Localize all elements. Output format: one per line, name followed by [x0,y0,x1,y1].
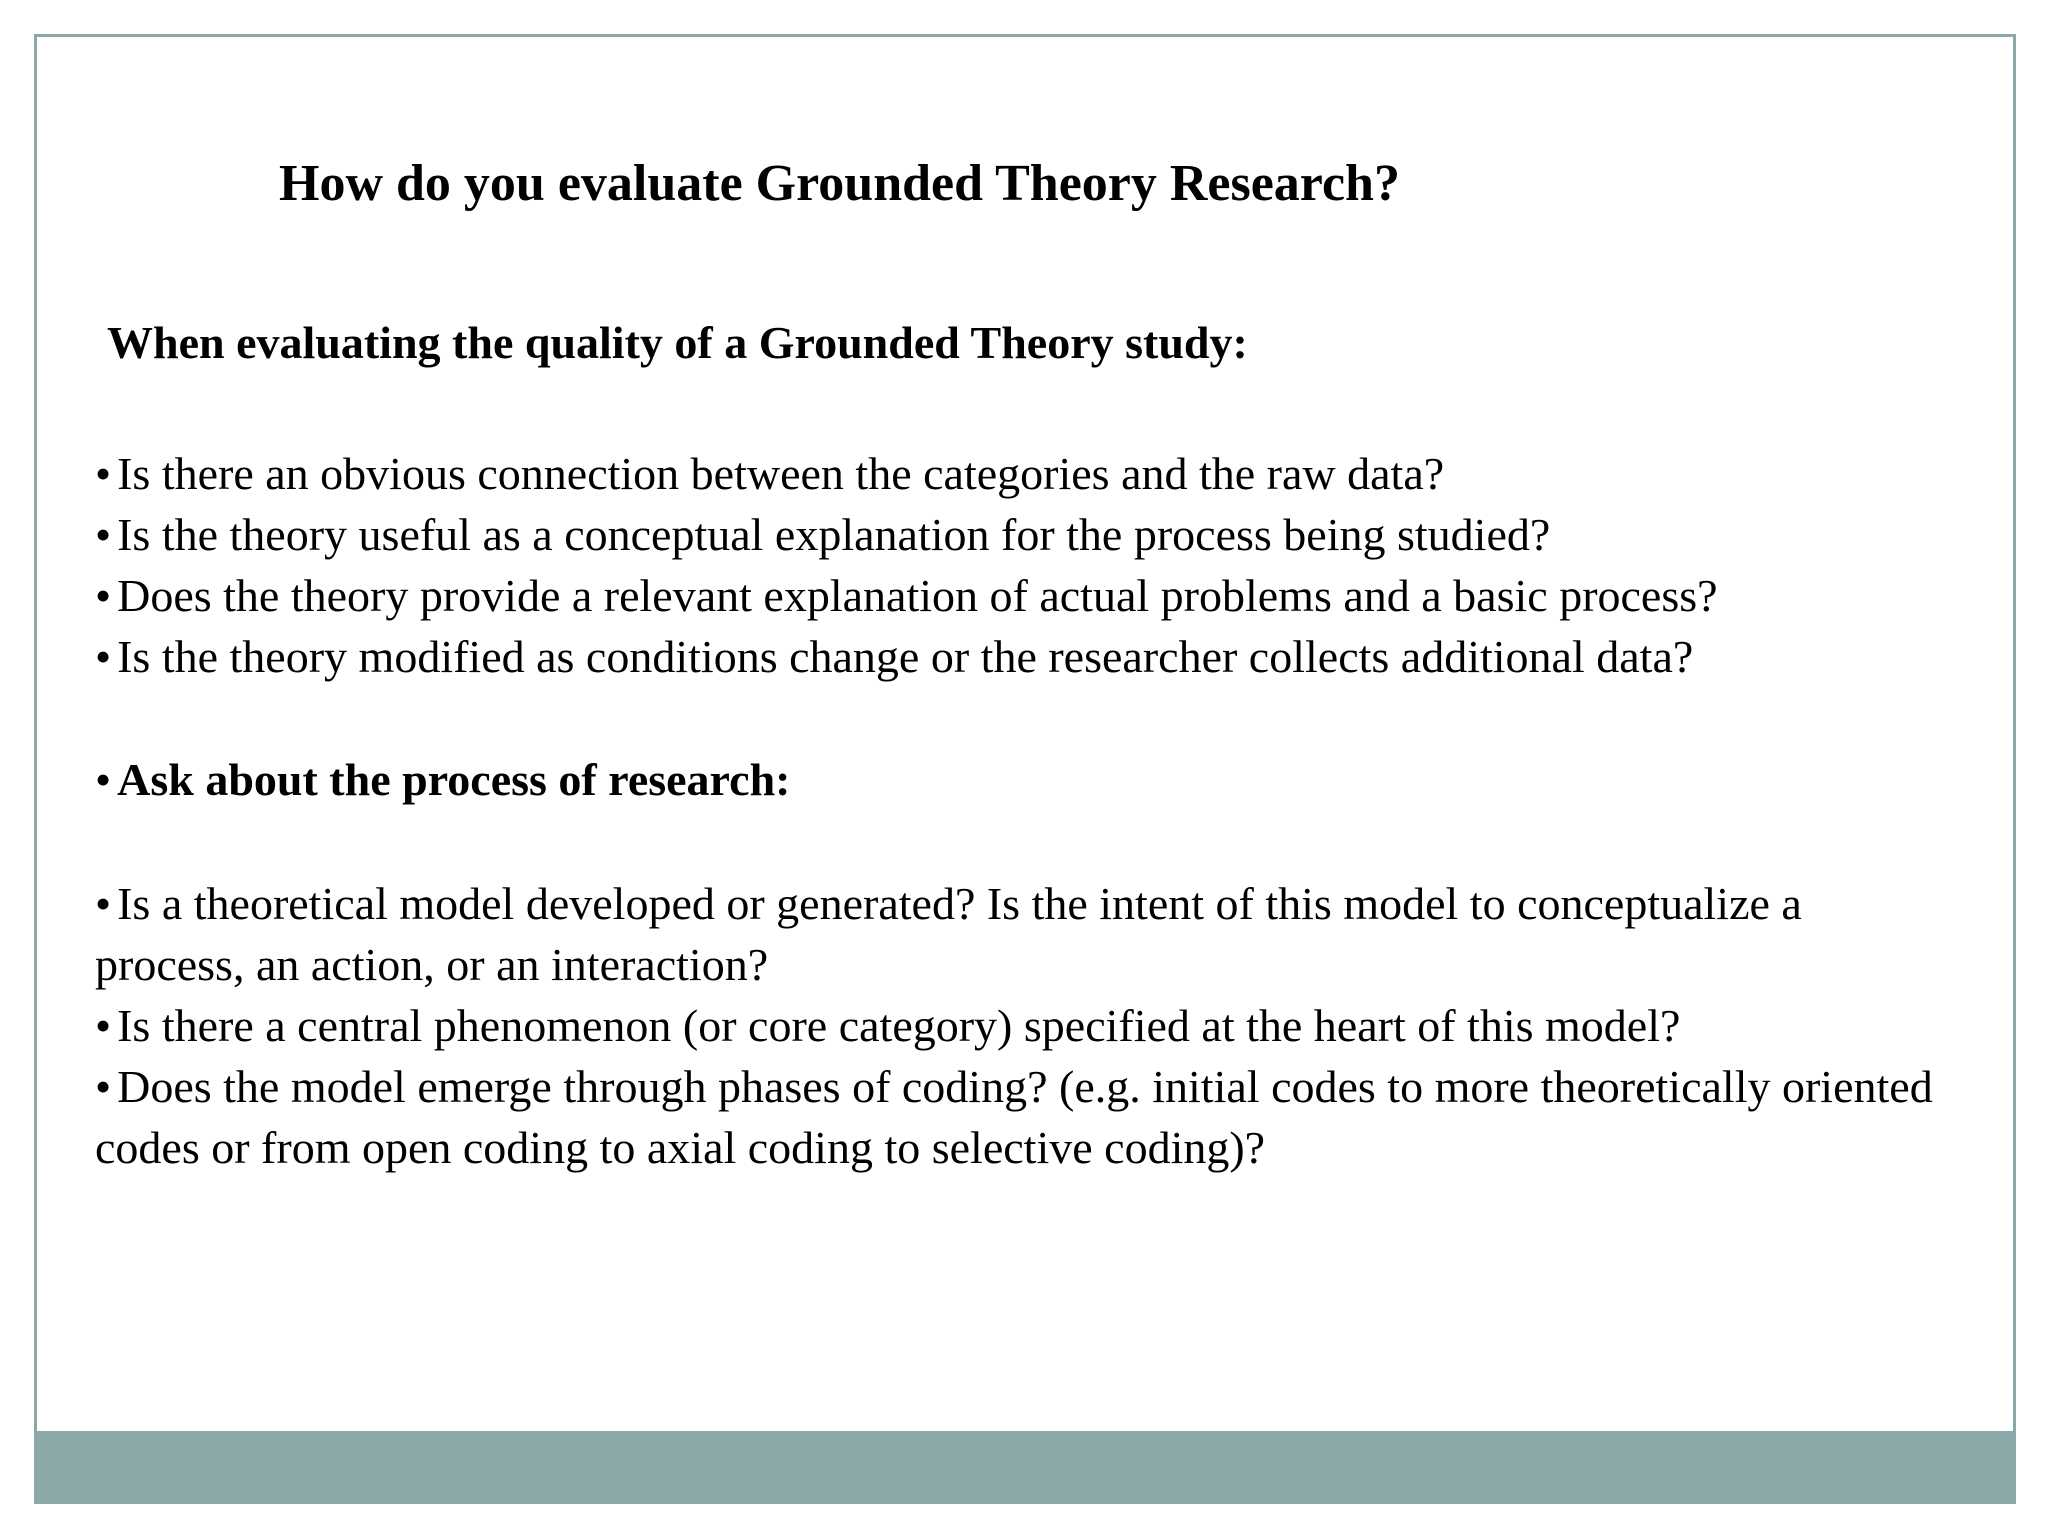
slide-subtitle: When evaluating the quality of a Grounded Theory study: [107,317,1248,368]
process-heading [95,749,790,810]
footer-bar [37,1431,2013,1501]
quality-question-list [95,443,1718,687]
list-item [95,1056,1955,1178]
slide-title: How do you evaluate Grounded Theory Research? [279,155,1400,212]
list-item [95,443,1718,504]
bullet-glyph: • [95,1000,112,1051]
bullet-glyph: • [95,509,112,560]
process-question-list [95,873,1955,1178]
list-item-text: Does the theory provide a relevant explanation of actual problems and a basic process? [117,570,1718,621]
list-item [95,873,1955,995]
list-item-text: Is the theory useful as a conceptual explanation for the process being studied? [117,509,1551,560]
list-item [95,565,1718,626]
bullet-glyph: • [95,631,112,682]
bullet-glyph: • [95,448,112,499]
slide [34,34,2016,1504]
list-item-text: Is there a central phenomenon (or core category) specified at the heart of this model? [117,1000,1681,1051]
bullet-glyph: • [95,1061,112,1112]
bullet-glyph: • [95,754,112,805]
list-item-text: Is there an obvious connection between the categories and the raw data? [117,448,1445,499]
list-item [95,995,1955,1056]
bullet-glyph: • [95,570,112,621]
list-item-text: Is a theoretical model developed or generated? Is the intent of this model to conceptualize a process, an action, or an interaction? [95,878,1802,990]
list-item-text: Does the model emerge through phases of coding? (e.g. initial codes to more theoretically oriented codes or from open coding to axial coding to selective coding)? [95,1061,1933,1173]
list-item [95,626,1718,687]
list-item-text: Is the theory modified as conditions change or the researcher collects additional data? [117,631,1694,682]
list-item [95,504,1718,565]
process-heading-text: Ask about the process of research: [117,754,791,805]
bullet-glyph: • [95,878,112,929]
